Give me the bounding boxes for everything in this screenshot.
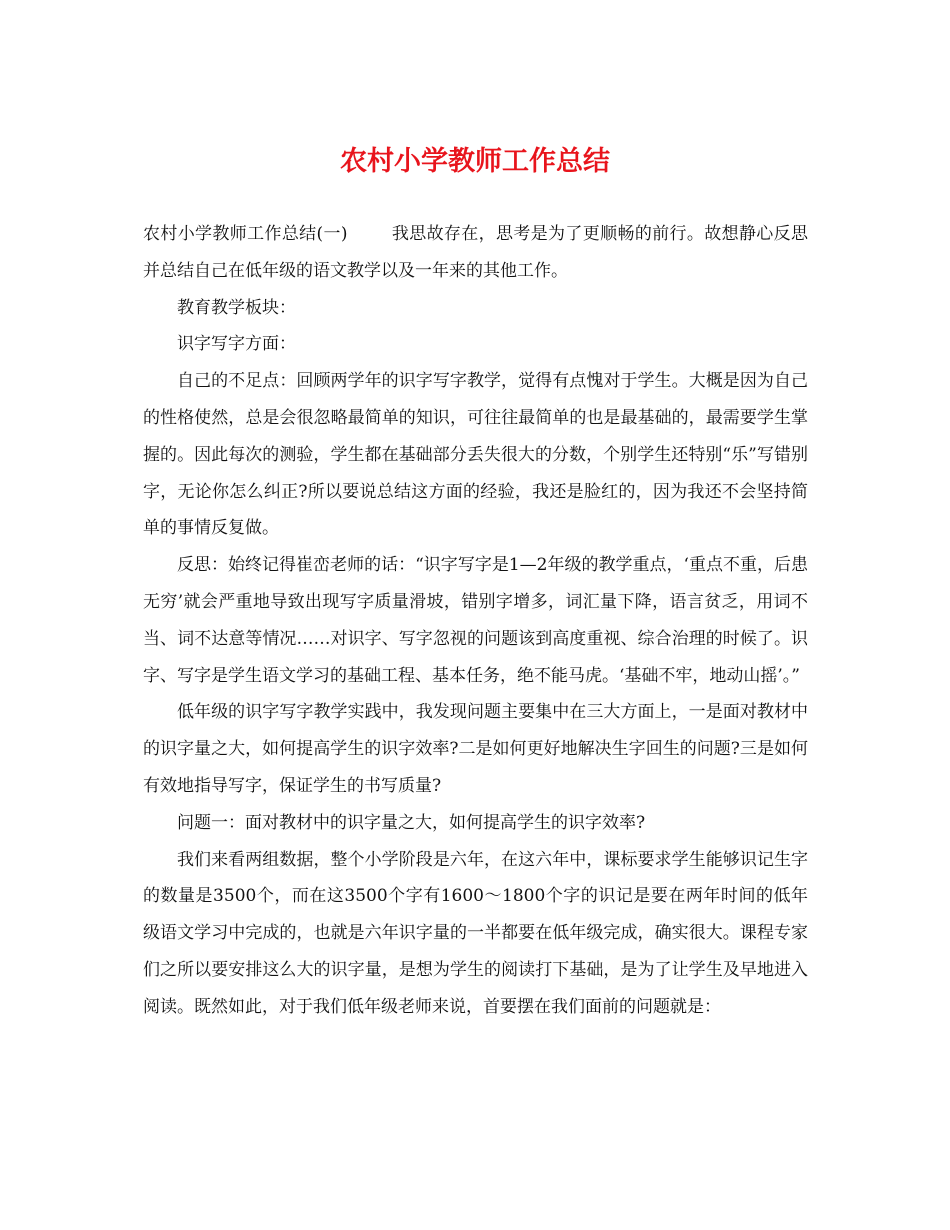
- lead-label: 农村小学教师工作总结(一): [143, 224, 348, 244]
- paragraph-subsection-heading: 识字写字方面：: [177, 334, 296, 355]
- lead-text: 我思故存在，思考是为了更顺畅的前行。故想静心反思并总结自己在低年级的语文教学以及一年来的其他工作。: [143, 224, 809, 281]
- paragraph-question-one: 问题一：面对教材中的识字量之大，如何提高学生的识字效率?: [177, 812, 646, 833]
- paragraph-problems: 低年级的识字写字教学实践中，我发现问题主要集中在三大方面上，一是面对教材中的识字量之大，如何提高学生的识字效率?二是如何更好地解决生字回生的问题?三是如何有效地指导写字，保证学生的书写质量?: [143, 702, 808, 796]
- lead-paragraph: [143, 216, 808, 290]
- document-title: 农村小学教师工作总结: [340, 146, 610, 177]
- document-body: [143, 216, 808, 1026]
- paragraph-shortcomings: 自己的不足点：回顾两学年的识字写字教学，觉得有点愧对于学生。大概是因为自己的性格使然，总是会很忽略最简单的知识，可往往最简单的也是最基础的，最需要学生掌握的。因此每次的测验，学生都在基础部分丢失很大的分数，个别学生还特别“乐”写错别字，无论你怎么纠正?所以要说总结这方面的经验，我还是脸红的，因为我还不会坚持简单的事情反复做。: [143, 371, 808, 539]
- paragraph-data-discussion: 我们来看两组数据，整个小学阶段是六年，在这六年中，课标要求学生能够识记生字的数量是3500个，而在这3500个字有1600～1800个字的识记是要在两年时间的低年级语文学习中完成的，也就是六年识字量的一半都要在低年级完成，确实很大。课程专家们之所以要安排这么大的识字量，是想为学生的阅读打下基础，是为了让学生及早地进入阅读。既然如此，对于我们低年级老师来说，首要摆在我们面前的问题就是：: [143, 849, 808, 1017]
- paragraph-reflection: 反思：始终记得崔峦老师的话：“识字写字是1—2年级的教学重点，‘重点不重，后患无穷’就会严重地导致出现写字质量滑坡，错别字增多，词汇量下降，语言贫乏，用词不当、词不达意等情况……对识字、写字忽视的问题该到高度重视、综合治理的时候了。识字、写字是学生语文学习的基础工程、基本任务，绝不能马虎。‘基础不牢，地动山摇’。”: [143, 555, 808, 686]
- paragraph-section-heading: 教育教学板块：: [177, 297, 296, 318]
